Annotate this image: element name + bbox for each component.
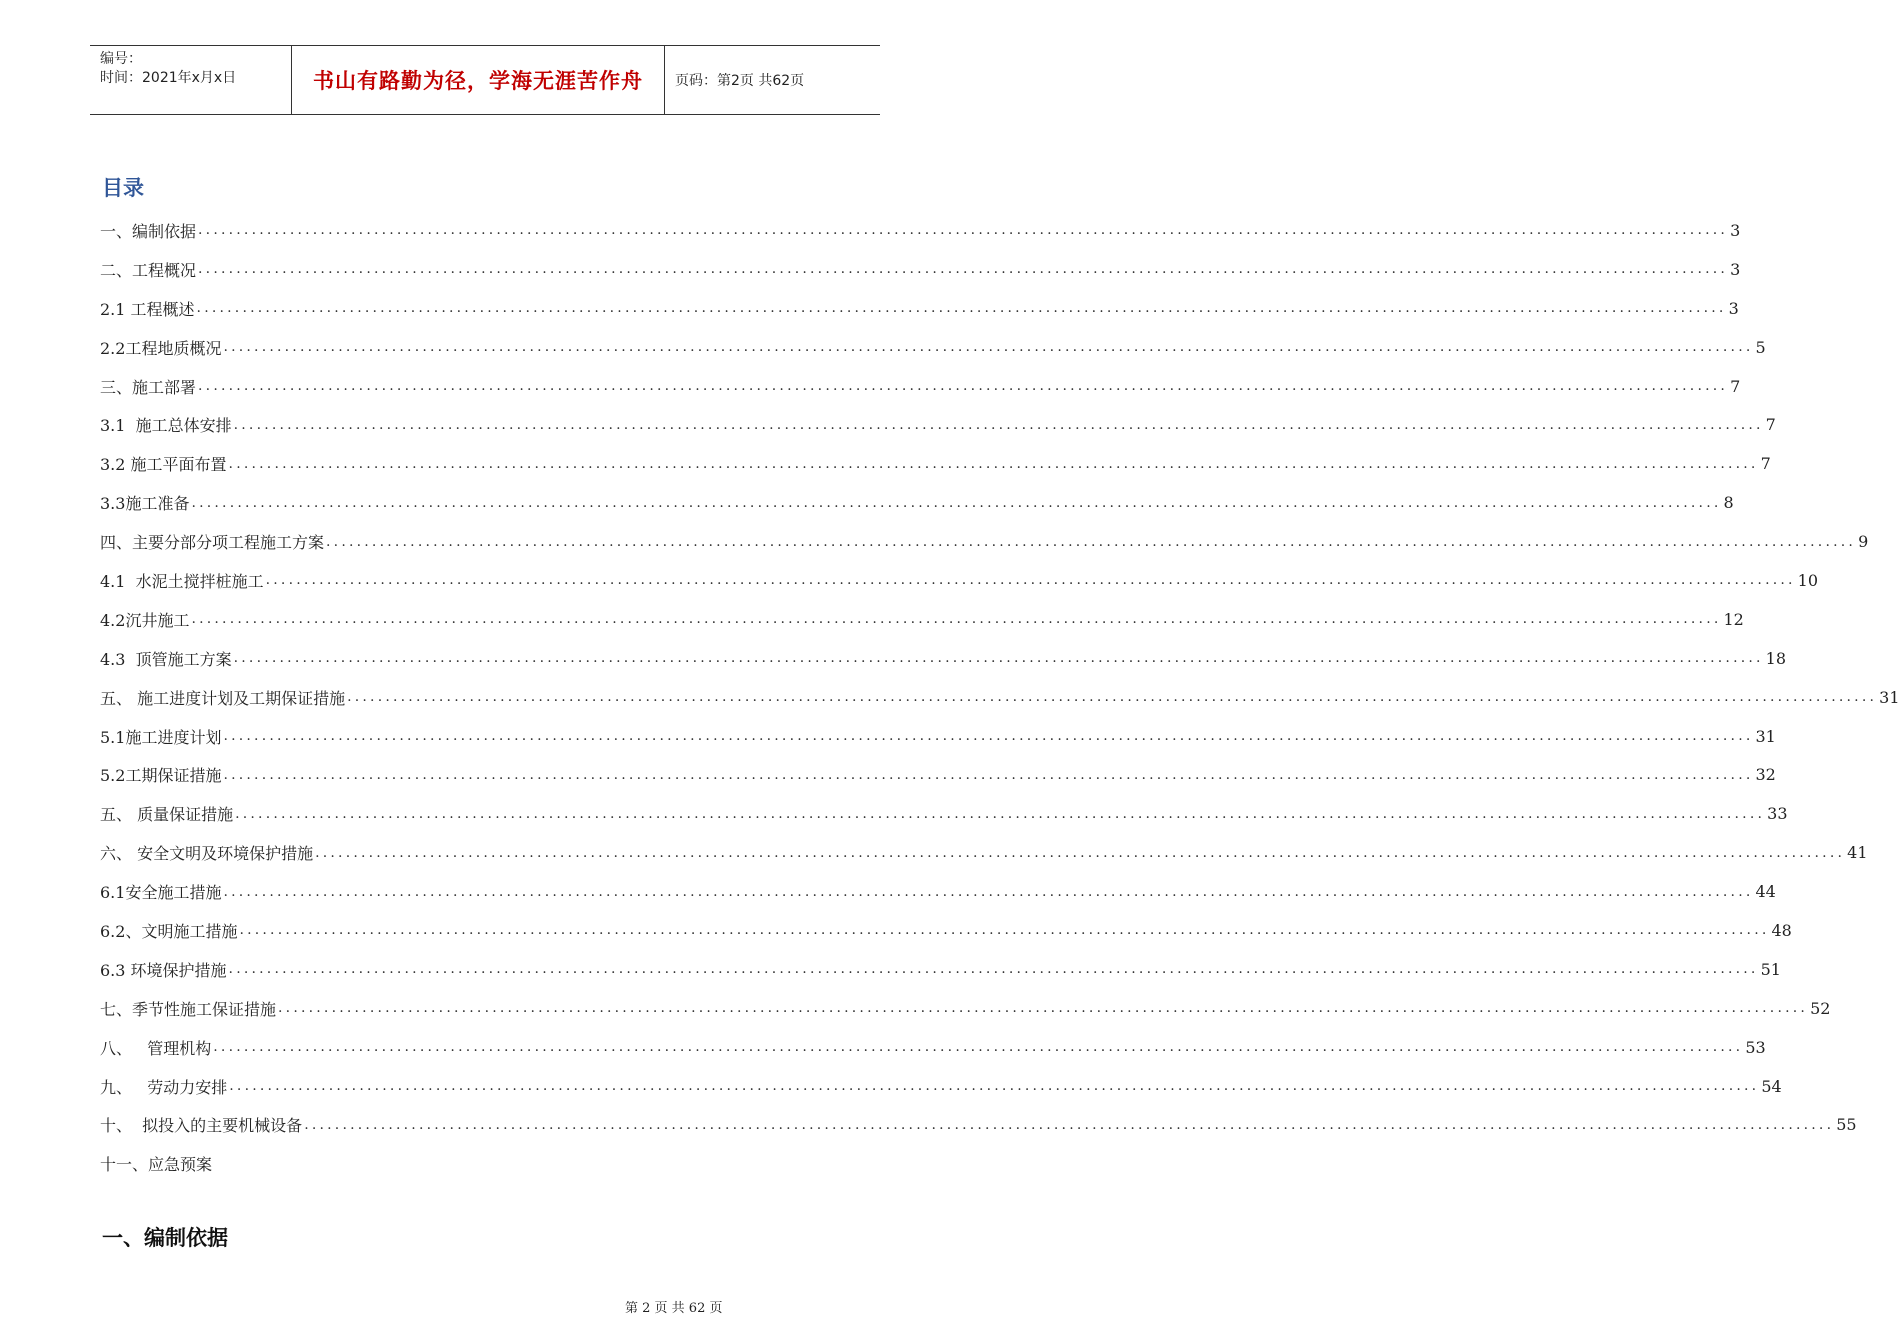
toc-entry-page: 3 bbox=[1728, 298, 1739, 318]
toc-dot-leader: ........................................................................................................................................................................................................ bbox=[213, 1039, 1744, 1056]
toc-entry[interactable] bbox=[100, 1067, 1782, 1106]
table-of-contents bbox=[100, 211, 1900, 1183]
toc-entry[interactable] bbox=[100, 444, 1771, 483]
toc-dot-leader: ........................................................................................................................................................................................................ bbox=[235, 805, 1766, 822]
toc-title: 目录 bbox=[102, 176, 144, 200]
toc-entry-label: 5.2工期保证措施 bbox=[100, 766, 222, 786]
toc-dot-leader: ........................................................................................................................................................................................................ bbox=[223, 766, 1754, 783]
toc-entry-page: 18 bbox=[1765, 648, 1787, 668]
toc-entry-label: 六、 安全文明及环境保护措施 bbox=[100, 844, 314, 864]
document-number-label: 编号： bbox=[100, 51, 142, 67]
toc-entry-page: 53 bbox=[1745, 1037, 1766, 1057]
toc-entry-label: 七、季节性施工保证措施 bbox=[100, 999, 277, 1019]
toc-dot-leader: ........................................................................................................................................................................................................ bbox=[233, 650, 1764, 667]
toc-entry-label: 4.3 顶管施工方案 bbox=[100, 649, 232, 669]
toc-entry[interactable] bbox=[100, 717, 1776, 756]
toc-entry[interactable] bbox=[100, 794, 1788, 833]
toc-entry-label: 4.1 水泥土搅拌桩施工 bbox=[100, 571, 264, 591]
toc-dot-leader: ........................................................................................................................................................................................................ bbox=[198, 378, 1729, 394]
toc-entry-label: 四、主要分部分项工程施工方案 bbox=[100, 533, 325, 553]
page-footer: 第 2 页 共 62 页 bbox=[625, 1301, 723, 1316]
toc-entry-label: 五、 质量保证措施 bbox=[100, 805, 234, 825]
toc-entry[interactable] bbox=[100, 911, 1792, 950]
toc-entry-label: 6.3 环境保护措施 bbox=[100, 960, 227, 980]
toc-entry[interactable] bbox=[100, 678, 1900, 717]
toc-entry[interactable] bbox=[100, 755, 1776, 794]
toc-dot-leader: ........................................................................................................................................................................................................ bbox=[228, 961, 1759, 978]
toc-dot-leader: ........................................................................................................................................................................................................ bbox=[223, 339, 1754, 356]
document-time-label: 时间：2021年x月x日 bbox=[100, 70, 237, 86]
toc-entry-page: 52 bbox=[1810, 998, 1831, 1018]
toc-entry-label: 3.3施工准备 bbox=[100, 494, 190, 514]
toc-entry-label: 十一、应急预案 bbox=[100, 1155, 213, 1175]
toc-dot-leader: ........................................................................................................................................................................................................ bbox=[326, 533, 1857, 550]
toc-entry-page: 31 bbox=[1755, 726, 1776, 746]
toc-entry[interactable] bbox=[100, 328, 1766, 367]
toc-dot-leader: ........................................................................................................................................................................................................ bbox=[265, 572, 1796, 589]
toc-entry[interactable] bbox=[100, 639, 1787, 678]
toc-entry-page: 7 bbox=[1730, 376, 1741, 396]
toc-entry-page: 8 bbox=[1723, 493, 1734, 513]
toc-dot-leader: ........................................................................................................................................................................................................ bbox=[198, 222, 1729, 239]
section-heading: 一、编制依据 bbox=[102, 1226, 228, 1250]
toc-entry-label: 6.2、文明施工措施 bbox=[100, 921, 238, 941]
header-motto: 书山有路勤为径，学海无涯苦作舟 bbox=[292, 46, 665, 114]
toc-entry-label: 八、 管理机构 bbox=[100, 1038, 212, 1058]
toc-dot-leader: ........................................................................................................................................................................................................ bbox=[196, 300, 1727, 317]
toc-dot-leader: ........................................................................................................................................................................................................ bbox=[191, 611, 1722, 628]
toc-entry-label: 二、工程概况 bbox=[100, 260, 197, 280]
toc-dot-leader: ........................................................................................................................................................................................................ bbox=[223, 728, 1754, 745]
toc-entry[interactable] bbox=[100, 405, 1776, 444]
toc-entry-page: 32 bbox=[1755, 765, 1776, 785]
toc-entry[interactable] bbox=[100, 833, 1868, 872]
page-header bbox=[90, 45, 880, 115]
header-page-info: 页码：第2页 共62页 bbox=[675, 73, 805, 89]
toc-dot-leader: ........................................................................................................................................................................................................ bbox=[233, 416, 1764, 433]
toc-entry-label: 一、编制依据 bbox=[100, 221, 197, 241]
toc-entry[interactable] bbox=[100, 250, 1741, 289]
toc-entry-label: 三、施工部署 bbox=[100, 377, 197, 397]
header-meta bbox=[90, 46, 292, 114]
toc-entry[interactable] bbox=[100, 522, 1869, 561]
toc-entry[interactable] bbox=[100, 289, 1739, 328]
toc-entry-label: 五、 施工进度计划及工期保证措施 bbox=[100, 688, 346, 708]
toc-entry-page: 3 bbox=[1730, 220, 1741, 240]
toc-entry[interactable] bbox=[100, 600, 1744, 639]
toc-entry-page: 9 bbox=[1858, 532, 1869, 552]
toc-dot-leader: ........................................................................................................................................................................................................ bbox=[304, 1116, 1835, 1133]
toc-entry-page: 31 bbox=[1879, 687, 1900, 707]
toc-entry-label: 2.2工程地质概况 bbox=[100, 338, 222, 358]
toc-entry-label: 4.2沉井施工 bbox=[100, 610, 190, 630]
toc-dot-leader: ........................................................................................................................................................................................................ bbox=[315, 844, 1846, 861]
toc-entry-page: 33 bbox=[1767, 804, 1788, 824]
toc-entry-page: 12 bbox=[1723, 609, 1744, 629]
toc-entry[interactable] bbox=[100, 950, 1781, 989]
toc-entry[interactable] bbox=[100, 989, 1831, 1028]
toc-dot-leader: ........................................................................................................................................................................................................ bbox=[223, 883, 1754, 900]
toc-entry[interactable] bbox=[100, 872, 1776, 911]
toc-dot-leader: ........................................................................................................................................................................................................ bbox=[191, 494, 1722, 511]
toc-dot-leader: ........................................................................................................................................................................................................ bbox=[278, 1000, 1809, 1017]
toc-entry-label: 6.1安全施工措施 bbox=[100, 883, 222, 903]
toc-entry-page: 3 bbox=[1730, 259, 1741, 279]
toc-entry-label: 3.1 施工总体安排 bbox=[100, 416, 232, 436]
toc-dot-leader: ........................................................................................................................................................................................................ bbox=[239, 922, 1770, 939]
toc-entry-page: 10 bbox=[1797, 570, 1819, 590]
toc-entry-page: 7 bbox=[1765, 415, 1776, 435]
toc-entry-page: 54 bbox=[1761, 1076, 1782, 1096]
toc-entry-label: 5.1施工进度计划 bbox=[100, 727, 222, 747]
toc-entry-page: 55 bbox=[1836, 1115, 1857, 1135]
toc-entry-page: 5 bbox=[1755, 337, 1766, 357]
toc-entry-page: 41 bbox=[1847, 843, 1868, 863]
toc-entry-label: 十、 拟投入的主要机械设备 bbox=[100, 1116, 303, 1136]
toc-entry[interactable] bbox=[100, 367, 1741, 406]
toc-entry[interactable] bbox=[100, 483, 1734, 522]
toc-entry[interactable] bbox=[100, 1144, 816, 1183]
toc-dot-leader: ........................................................................................................................................................................................................ bbox=[198, 261, 1729, 278]
toc-entry[interactable] bbox=[100, 1028, 1766, 1067]
toc-entry-label: 九、 劳动力安排 bbox=[100, 1077, 228, 1097]
toc-entry-label: 2.1 工程概述 bbox=[100, 299, 195, 319]
toc-entry[interactable] bbox=[100, 211, 1741, 250]
toc-entry[interactable] bbox=[100, 1105, 1857, 1144]
toc-entry-page: 51 bbox=[1760, 959, 1781, 979]
toc-entry[interactable] bbox=[100, 561, 1819, 600]
toc-entry-label: 3.2 施工平面布置 bbox=[100, 455, 227, 475]
toc-dot-leader: ........................................................................................................................................................................................................ bbox=[229, 1078, 1760, 1095]
toc-entry-page: 7 bbox=[1760, 454, 1771, 474]
toc-dot-leader: ........................................................................................................................................................................................................ bbox=[347, 689, 1878, 706]
toc-entry-page: 44 bbox=[1755, 882, 1776, 902]
toc-entry-page: 48 bbox=[1771, 920, 1792, 940]
toc-dot-leader: ........................................................................................................................................................................................................ bbox=[228, 455, 1759, 472]
